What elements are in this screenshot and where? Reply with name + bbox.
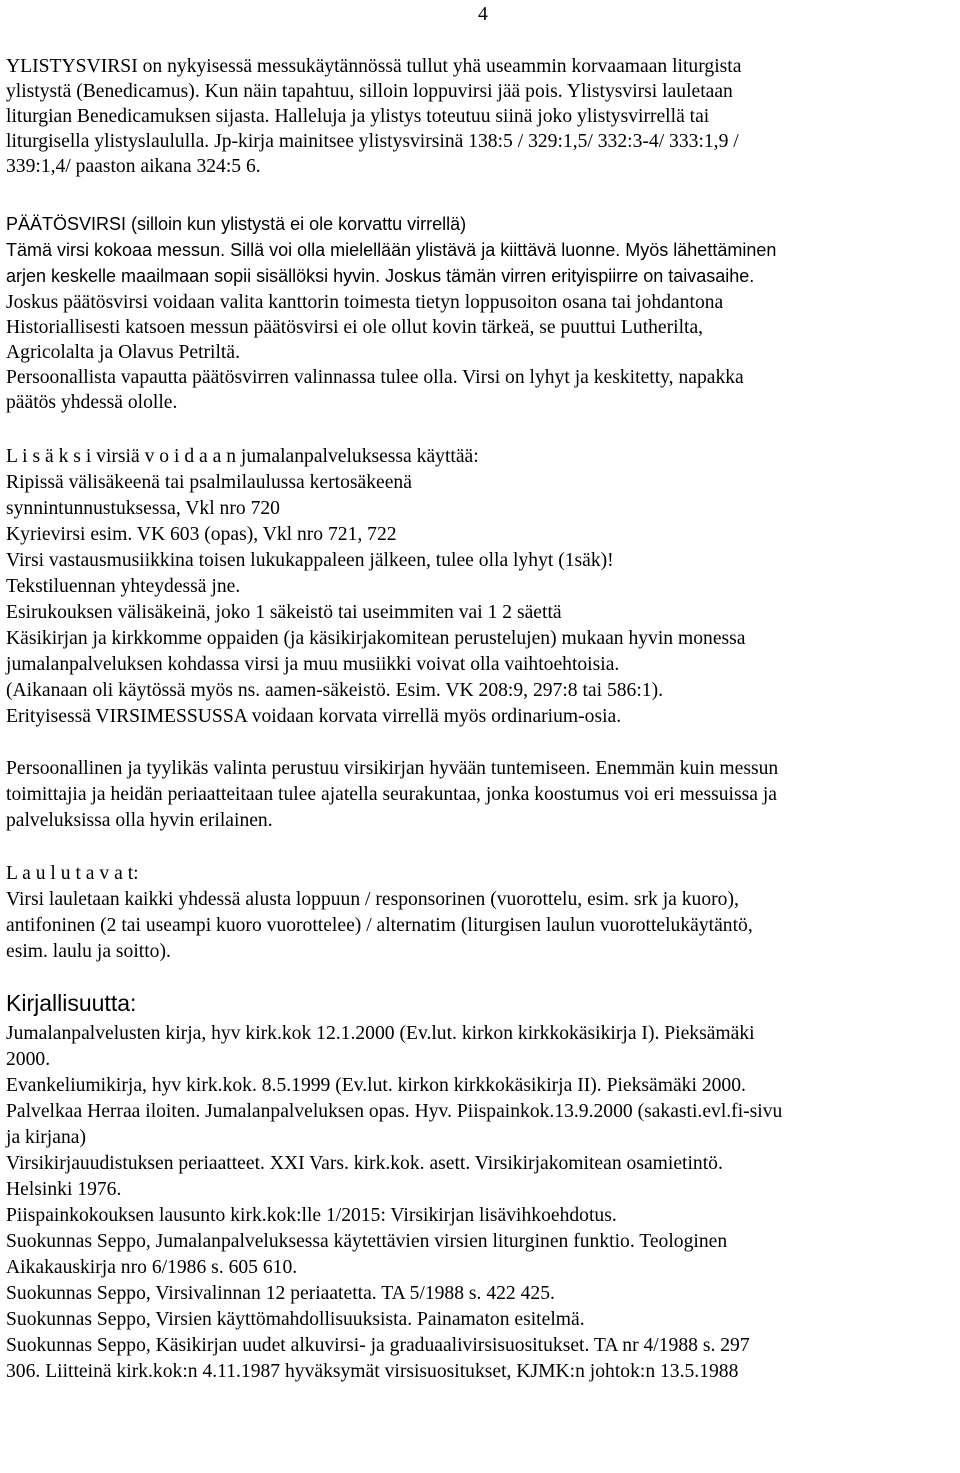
text-line: esim. laulu ja soitto). [6, 941, 171, 962]
text-line: Virsi lauletaan kaikki yhdessä alusta loppuun / responsorinen (vuorottelu, esim. srk ja kuoro), [6, 889, 739, 910]
text-line: liturgisella ylistyslaululla. Jp-kirja mainitsee ylistysvirsinä 138:5 / 329:1,5/ 332:3-4/ 333:1,9 / [6, 131, 739, 152]
reference-line: Suokunnas Seppo, Käsikirjan uudet alkuvirsi- ja graduaalivirsisuositukset. TA nr 4/1988 s. 297 [6, 1335, 750, 1356]
text-line: Historiallisesti katsoen messun päätösvirsi ei ole ollut kovin tärkeä, se puuttui Lutherilta, [6, 317, 704, 338]
reference-line: Aikakauskirja nro 6/1986 s. 605 610. [6, 1257, 298, 1278]
text-line: antifoninen (2 tai useampi kuoro vuorottelee) / alternatim (liturgisen laulun vuorottelukäytäntö, [6, 915, 753, 936]
reference-line: Piispainkokouksen lausunto kirk.kok:lle 1/2015: Virsikirjan lisävihkoehdotus. [6, 1205, 617, 1226]
text-line: YLISTYSVIRSI on nykyisessä messukäytännössä tullut yhä useammin korvaamaan liturgista [6, 56, 742, 77]
section-heading-kirjallisuutta: Kirjallisuutta: [6, 990, 137, 1016]
text-line: arjen keskelle maailmaan sopii sisällöksi hyvin. Joskus tämän virren erityispiirre on taivasaihe. [6, 266, 755, 286]
text-line: Joskus päätösvirsi voidaan valita kanttorin toimesta tietyn loppusoiton osana tai johdantona [6, 292, 724, 313]
reference-line: Evankeliumikirja, hyv kirk.kok. 8.5.1999 (Ev.lut. kirkon kirkkokäsikirja II). Pieksämäki 2000. [6, 1075, 746, 1096]
reference-line: Suokunnas Seppo, Virsivalinnan 12 periaatetta. TA 5/1988 s. 422 425. [6, 1283, 555, 1304]
reference-line: Suokunnas Seppo, Virsien käyttömahdollisuuksista. Painamaton esitelmä. [6, 1309, 585, 1330]
text-line: Virsi vastausmusiikkina toisen lukukappaleen jälkeen, tulee olla lyhyt (1säk)! [6, 550, 614, 571]
text-line: Persoonallista vapautta päätösvirren valinnassa tulee olla. Virsi on lyhyt ja keskitetty, napakka [6, 367, 744, 388]
section-heading-paatosvirsi: PÄÄTÖSVIRSI (silloin kun ylistystä ei ole korvattu virrellä) [6, 214, 467, 234]
reference-line: 306. Liitteinä kirk.kok:n 4.11.1987 hyväksymät virsisuositukset, KJMK:n johtok:n 13.5.1988 [6, 1361, 739, 1382]
section-heading-lisaksi: L i s ä k s i virsiä v o i d a a n jumalanpalveluksessa käyttää: [6, 446, 479, 467]
section-heading-laulutavat: L a u l u t a v a t: [6, 863, 139, 884]
reference-line: Suokunnas Seppo, Jumalanpalveluksessa käytettävien virsien liturginen funktio. Teologinen [6, 1231, 728, 1252]
reference-line: ja kirjana) [6, 1127, 86, 1148]
text-line: päätös yhdessä ololle. [6, 392, 178, 413]
reference-line: Helsinki 1976. [6, 1179, 122, 1200]
text-line: Tämä virsi kokoaa messun. Sillä voi olla mielellään ylistävä ja kiittävä luonne. Myös lähettäminen [6, 240, 777, 260]
text-line: palveluksissa olla hyvin erilainen. [6, 810, 273, 831]
text-line: Käsikirjan ja kirkkomme oppaiden (ja käsikirjakomitean perustelujen) mukaan hyvin monessa [6, 628, 746, 649]
text-line: Esirukouksen välisäkeinä, joko 1 säkeistö tai useimmiten vai 1 2 säettä [6, 602, 562, 623]
reference-line: Palvelkaa Herraa iloiten. Jumalanpalveluksen opas. Hyv. Piispainkok.13.9.2000 (sakasti.evl.fi-sivu [6, 1101, 783, 1122]
text-line: jumalanpalveluksen kohdassa virsi ja muu musiikki voivat olla vaihtoehtoisia. [6, 654, 620, 675]
text-line: Persoonallinen ja tyylikäs valinta perustuu virsikirjan hyvään tuntemiseen. Enemmän kuin messun [6, 758, 779, 779]
text-line: Agricolalta ja Olavus Petriltä. [6, 342, 240, 363]
text-line: 339:1,4/ paaston aikana 324:5 6. [6, 156, 261, 177]
text-line: (Aikanaan oli käytössä myös ns. aamen-säkeistö. Esim. VK 208:9, 297:8 tai 586:1). [6, 680, 664, 701]
reference-line: 2000. [6, 1049, 51, 1070]
page-number: 4 [478, 4, 488, 25]
text-line: Ripissä välisäkeenä tai psalmilaulussa kertosäkeenä [6, 472, 412, 493]
reference-line: Jumalanpalvelusten kirja, hyv kirk.kok 12.1.2000 (Ev.lut. kirkon kirkkokäsikirja I). Pieksämäki [6, 1023, 755, 1044]
text-line: ylistystä (Benedicamus). Kun näin tapahtuu, silloin loppuvirsi jää pois. Ylistysvirsi lauletaan [6, 81, 733, 102]
text-line: Tekstiluennan yhteydessä jne. [6, 576, 241, 597]
text-line: liturgian Benedicamuksen sijasta. Halleluja ja ylistys toteutuu siinä joko ylistysvirrellä tai [6, 106, 710, 127]
text-line: synnintunnustuksessa, Vkl nro 720 [6, 498, 280, 519]
text-line: Erityisessä VIRSIMESSUSSA voidaan korvata virrellä myös ordinarium-osia. [6, 706, 622, 727]
text-line: Kyrievirsi esim. VK 603 (opas), Vkl nro 721, 722 [6, 524, 397, 545]
text-line: toimittajia ja heidän periaatteitaan tulee ajatella seurakuntaa, jonka koostumus voi eri messuissa ja [6, 784, 777, 805]
reference-line: Virsikirjauudistuksen periaatteet. XXI Vars. kirk.kok. asett. Virsikirjakomitean osamietintö. [6, 1153, 723, 1174]
